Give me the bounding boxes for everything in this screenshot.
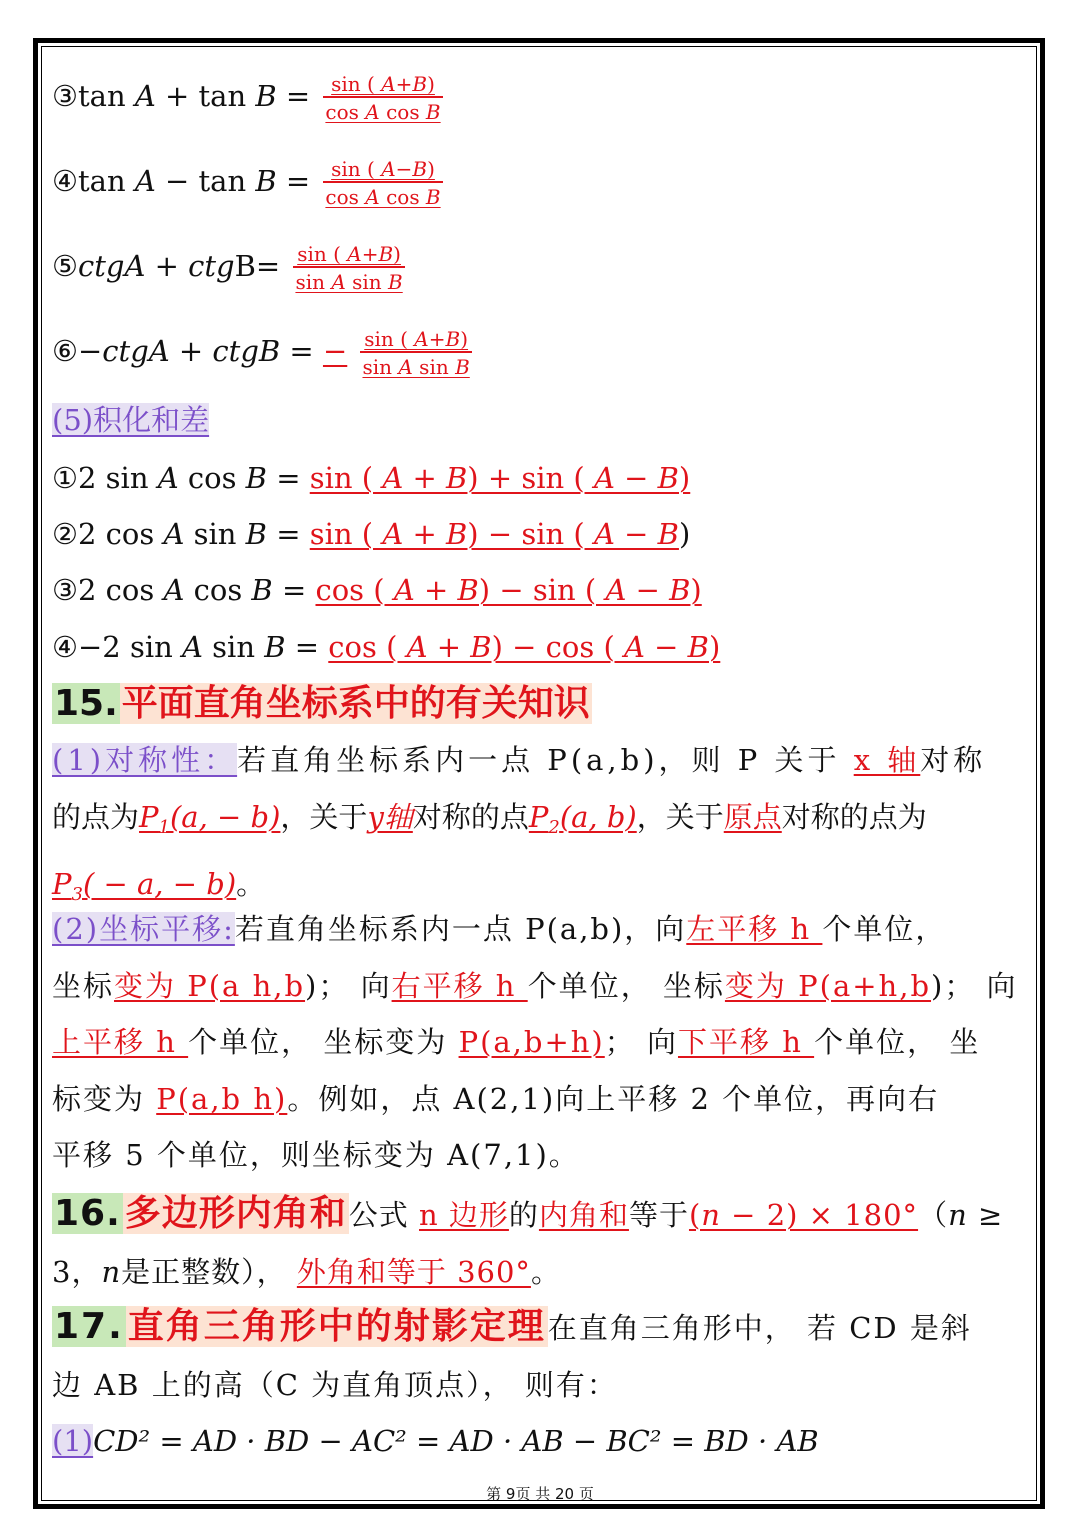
sec17-label: (1) xyxy=(52,1424,94,1458)
answer-blank: 右平移 h xyxy=(391,968,528,1003)
section-number: 17. xyxy=(54,1306,124,1347)
text: 平移 5 个单位，则坐标变为 A(7,1)。 xyxy=(52,1138,580,1172)
answer-blank: 变为 P(a h,b xyxy=(114,968,306,1003)
answer-blank: 变为 P(a+h,b xyxy=(724,968,932,1003)
answer-blank: 上平移 h xyxy=(52,1025,189,1059)
text: 公式 xyxy=(348,1198,420,1232)
text: 在直角三角形中， 若 CD 是斜 xyxy=(547,1311,972,1345)
fraction xyxy=(360,327,471,379)
section-number: 15. xyxy=(54,683,118,724)
formula-ctg-sum xyxy=(52,242,405,294)
sec5-item-2 xyxy=(52,514,690,554)
text: （𝑛 ≥ xyxy=(918,1198,1004,1232)
text: 的 xyxy=(508,1198,539,1232)
subscript: 3 xyxy=(71,884,83,905)
sec5-item-1 xyxy=(52,458,690,498)
sec15-p1 xyxy=(52,732,1027,924)
answer-blank: (𝑛 − 2) × 180° xyxy=(688,1198,919,1232)
formula-lhs: ⑥−𝑐𝑡𝑔𝐴 + 𝑐𝑡𝑔𝐵 = xyxy=(52,334,314,368)
formula-lhs: ④tan 𝐴 − tan 𝐵 = xyxy=(52,164,311,198)
formula-lhs: ⑤𝑐𝑡𝑔𝐴 + 𝑐𝑡𝑔B= xyxy=(52,249,281,283)
answer-blank: 下平移 h xyxy=(677,1025,815,1059)
text: 3，𝑛是正整数）， xyxy=(52,1254,297,1289)
text: 。例如，点 A(2,1)向上平移 2 个单位，再向右 xyxy=(287,1081,940,1116)
text: ，关于 xyxy=(636,799,724,834)
answer-blank: n 边形 xyxy=(419,1198,509,1232)
formula-answer: cos ( 𝐴 + 𝐵) − cos ( 𝐴 − 𝐵) xyxy=(328,630,721,664)
subscript: 2 xyxy=(548,816,560,838)
sec5-item-3 xyxy=(52,570,702,610)
text: )； 向 xyxy=(305,968,392,1003)
text: 个单位， xyxy=(822,912,947,946)
answer-blank xyxy=(52,867,237,905)
text: 的点为 xyxy=(52,799,140,834)
text: 标变为 xyxy=(52,1081,157,1116)
fraction-numerator: sin ( 𝐴+𝐵) xyxy=(323,72,442,98)
text: 个单位， 坐标 xyxy=(527,968,725,1003)
text: ； 向 xyxy=(604,1025,678,1059)
text: 若直角坐标系内一点 P(a,b)，则 P 关于 xyxy=(237,743,854,777)
text: 等于 xyxy=(628,1198,689,1232)
answer-blank: 内角和 xyxy=(538,1198,629,1232)
text: 个单位， 坐标变为 xyxy=(188,1025,459,1059)
answer-text: 𝑃 xyxy=(528,799,549,834)
text: 边 AB 上的高（C 为直角顶点）， 则有： xyxy=(52,1367,618,1402)
answer-blank: 𝑦轴 xyxy=(367,799,413,834)
fraction-numerator: sin ( 𝐴+𝐵) xyxy=(360,327,471,353)
formula-answer: cos ( 𝐴 + 𝐵) − sin ( 𝐴 − 𝐵) xyxy=(315,573,702,607)
section-title: 直角三角形中的射影定理 xyxy=(127,1306,546,1347)
answer-text: (𝑎, − 𝑏) xyxy=(169,799,281,834)
formula-tan-diff xyxy=(52,157,443,209)
fraction-numerator: sin ( 𝐴−𝐵) xyxy=(323,157,442,183)
formula-lhs: ③tan 𝐴 + tan 𝐵 = xyxy=(52,79,311,113)
text: 对称 xyxy=(920,743,987,777)
answer-text: (𝑎, 𝑏) xyxy=(559,799,637,834)
sec5-label: (5)积化和差 xyxy=(52,403,210,437)
projection-formula: 𝐶𝐷² = 𝐴𝐷 · 𝐵𝐷 − 𝐴𝐶² = 𝐴𝐷 · 𝐴𝐵 − 𝐵𝐶² = 𝐵𝐷 · 𝐴𝐵 xyxy=(93,1424,819,1458)
sec15-p2-label: (2)坐标平移: xyxy=(52,912,235,946)
formula-tail: ) xyxy=(678,517,691,551)
sec16 xyxy=(52,1187,1027,1300)
section-title: 多边形内角和 xyxy=(124,1193,347,1234)
fraction xyxy=(293,242,404,294)
answer-text: 𝑃 xyxy=(139,799,159,834)
text: 个单位， 坐 xyxy=(814,1025,981,1059)
fraction-denominator: sin 𝐴 sin 𝐵 xyxy=(362,355,470,379)
text: 。 xyxy=(236,867,266,901)
answer-blank xyxy=(139,799,281,838)
formula-answer: sin ( 𝐴 + 𝐵) + sin ( 𝐴 − 𝐵) xyxy=(309,461,691,495)
fraction-numerator: sin ( 𝐴+𝐵) xyxy=(293,242,404,268)
text: 对称的点为 xyxy=(781,799,927,834)
sec15-p2 xyxy=(52,901,1027,1184)
formula-answer: sin ( 𝐴 + 𝐵) − sin ( 𝐴 − 𝐵 xyxy=(309,517,679,551)
text: 。 xyxy=(530,1254,561,1289)
sec15-p1-label: (1)对称性： xyxy=(52,743,238,777)
sec5-item-4 xyxy=(52,627,720,667)
sec5-heading xyxy=(52,400,209,440)
answer-text: 𝑃 xyxy=(52,867,72,901)
fraction xyxy=(323,157,442,209)
formula-sign: − xyxy=(322,334,348,368)
text: 对称的点 xyxy=(412,799,529,834)
formula-lhs: ③2 cos 𝐴 cos 𝐵 = xyxy=(52,573,316,607)
fraction xyxy=(323,72,442,124)
answer-blank: 左平移 h xyxy=(686,912,823,946)
page-footer: 第 9页 共 20 页 xyxy=(486,1485,594,1503)
formula-ctg-diff xyxy=(52,327,472,379)
formula-lhs: ②2 cos 𝐴 sin 𝐵 = xyxy=(52,517,310,551)
answer-blank: P(a,b+h) xyxy=(458,1025,605,1059)
formula-lhs: ①2 sin 𝐴 cos 𝐵 = xyxy=(52,461,310,495)
fraction-denominator: cos 𝐴 cos 𝐵 xyxy=(325,185,441,209)
text: )； 向 xyxy=(931,968,1018,1003)
answer-blank xyxy=(528,799,637,838)
section-number: 16. xyxy=(54,1193,121,1234)
answer-blank: P(a,b h) xyxy=(156,1081,288,1116)
formula-tan-sum xyxy=(52,72,443,124)
sec17 xyxy=(52,1300,1027,1470)
text: 若直角坐标系内一点 P(a,b)，向 xyxy=(234,912,687,946)
sec15-heading xyxy=(52,680,592,728)
answer-blank: x 轴 xyxy=(853,743,921,777)
answer-blank: 原点 xyxy=(723,799,782,834)
answer-text: ( − 𝑎, − 𝑏) xyxy=(82,867,237,901)
fraction-denominator: sin 𝐴 sin 𝐵 xyxy=(295,270,403,294)
text: ，关于 xyxy=(280,799,368,834)
answer-blank: 外角和等于 360° xyxy=(296,1254,531,1289)
section-title: 平面直角坐标系中的有关知识 xyxy=(121,683,590,724)
formula-lhs: ④−2 sin 𝐴 sin 𝐵 = xyxy=(52,630,329,664)
subscript: 1 xyxy=(158,816,170,838)
text: 坐标 xyxy=(52,968,115,1003)
fraction-denominator: cos 𝐴 cos 𝐵 xyxy=(325,100,441,124)
